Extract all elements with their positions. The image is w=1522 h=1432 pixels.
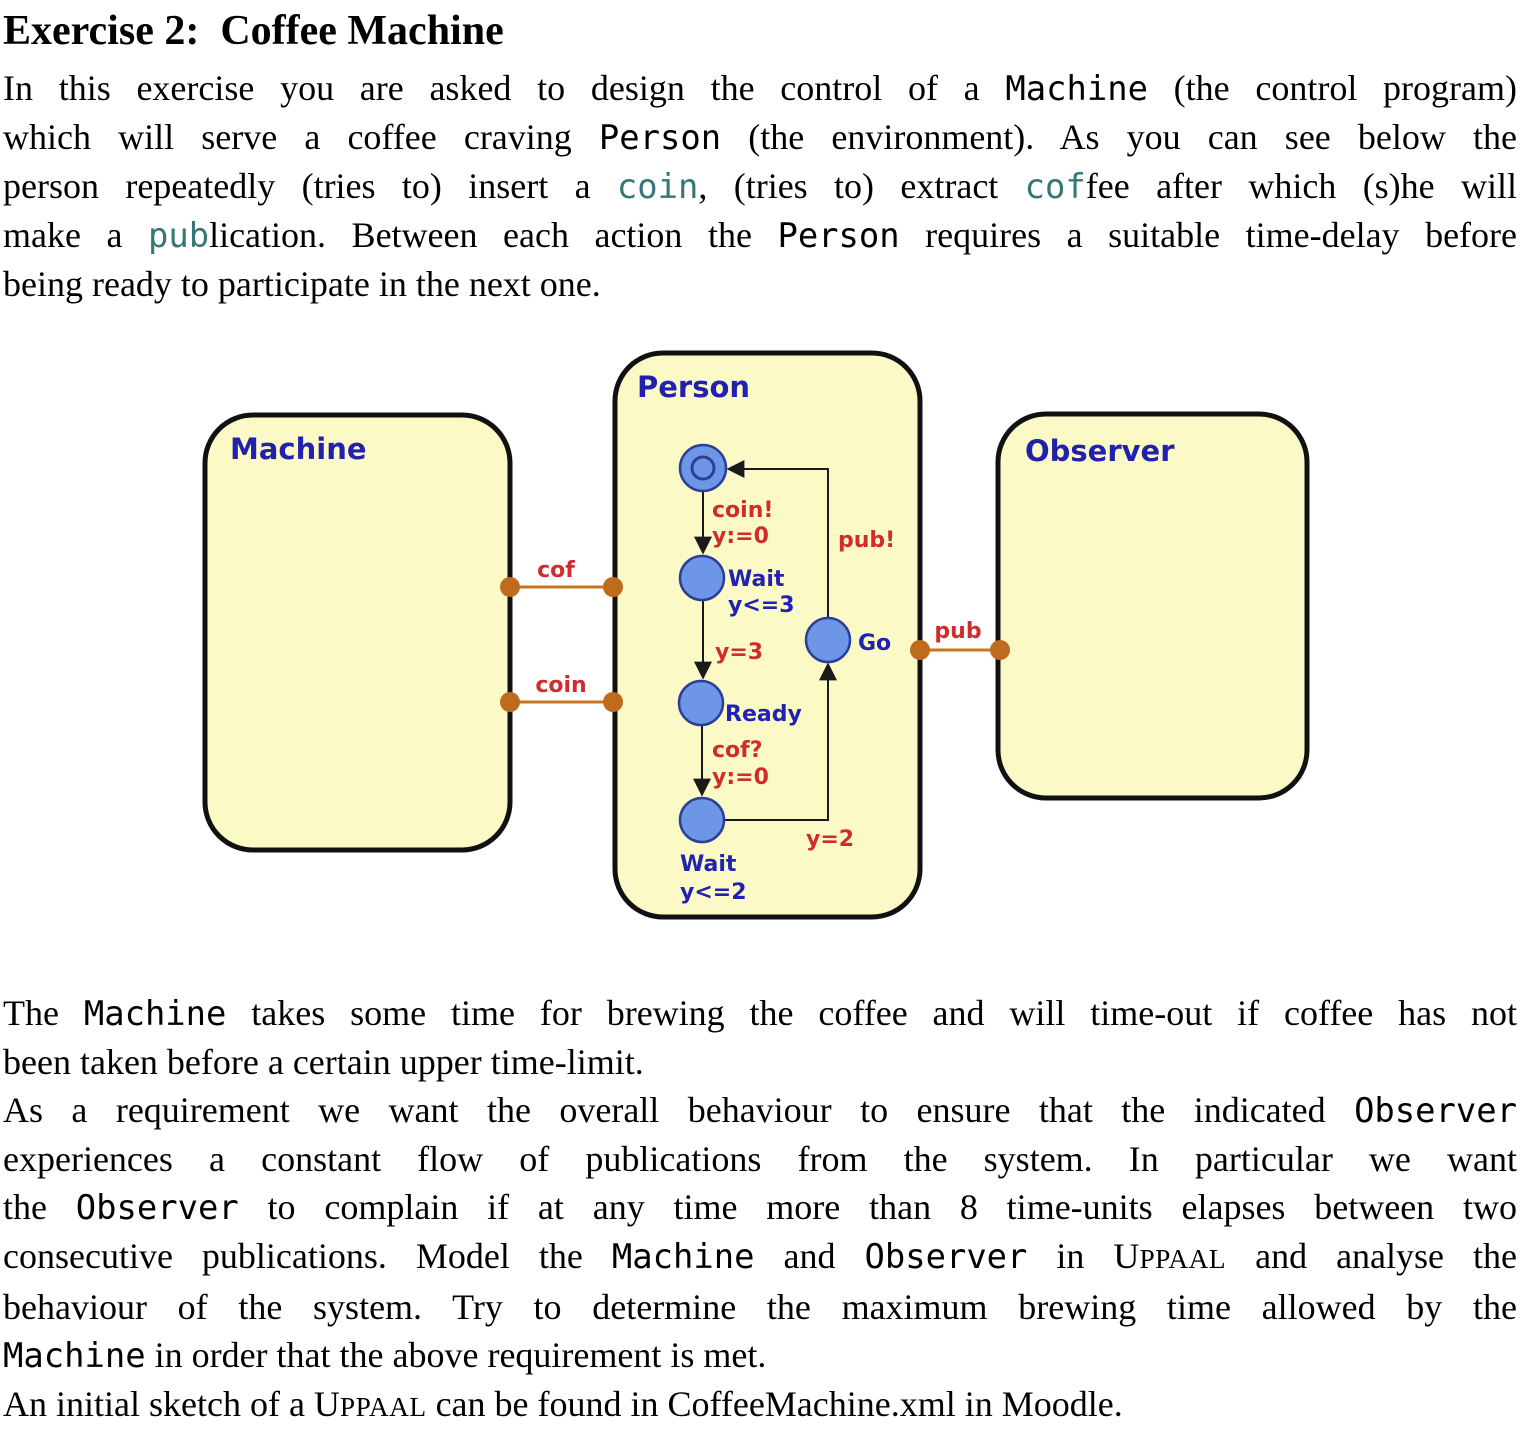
label-state-go: Go — [858, 631, 892, 656]
text-segment: , (tries to) extract — [698, 166, 1025, 206]
text-segment: consecutive publications. Model the — [3, 1236, 612, 1276]
observer-box-title: Observer — [1025, 434, 1175, 468]
person-box-title: Person — [637, 370, 751, 404]
code-inline: Machine — [3, 1336, 146, 1375]
label-sync-coin: coin! — [712, 498, 774, 523]
label-guard-y3: y=3 — [715, 640, 764, 665]
text-segment: (the environment). As you can see below the — [721, 117, 1517, 157]
text-line — [3, 1183, 1517, 1232]
label-state-ready: Ready — [725, 702, 802, 727]
label-invariant-y2: y<=2 — [680, 880, 747, 905]
machine-box — [205, 415, 510, 850]
code-inline: Person — [598, 118, 722, 157]
code-inline: Observer — [864, 1237, 1028, 1276]
state-wait-bottom — [680, 798, 724, 842]
code-inline: Person — [777, 216, 900, 255]
channel-cof-label: cof — [537, 558, 575, 583]
text-segment: As a requirement we want the overall behaviour to ensure that the indicated — [3, 1090, 1355, 1130]
label-state-wait-top: Wait — [728, 567, 785, 592]
machine-box-title: Machine — [230, 432, 367, 466]
text-line — [3, 1086, 1517, 1135]
smallcaps-text: PPAAL — [1139, 1244, 1227, 1274]
text-segment: The — [3, 993, 84, 1033]
text-segment: and analyse the — [1226, 1236, 1518, 1276]
code-inline: Machine — [1005, 69, 1148, 108]
code-inline-teal: pub — [147, 216, 210, 255]
label-reset-y-bottom: y:=0 — [712, 765, 769, 790]
text-line — [3, 1331, 1517, 1380]
text-segment: make a — [3, 215, 148, 255]
moodle-paragraph — [3, 1380, 1517, 1431]
exercise-title: Exercise 2: Coffee Machine — [3, 8, 504, 54]
machine-paragraph — [3, 989, 1517, 1086]
text-segment: person repeatedly (tries to) insert a — [3, 166, 617, 206]
text-segment: in U — [1027, 1236, 1140, 1276]
code-inline: Observer — [75, 1188, 239, 1227]
channel-coin-dot-right — [603, 692, 623, 712]
channel-cof-dot-left — [500, 577, 520, 597]
text-segment: and — [754, 1236, 865, 1276]
text-segment: An initial sketch of a U — [3, 1384, 340, 1424]
code-inline-teal: cof — [1024, 167, 1086, 206]
text-segment: (the control program) — [1147, 68, 1517, 108]
state-go — [806, 618, 850, 662]
channel-coin-dot-left — [500, 692, 520, 712]
text-segment: to complain if at any time more than 8 time-units elapses between two — [238, 1187, 1517, 1227]
text-segment: requires a suitable time-delay before — [899, 215, 1517, 255]
text-segment: behaviour of the system. Try to determine the maximum brewing time allowed by the — [3, 1287, 1517, 1327]
text-line — [3, 1135, 1517, 1183]
label-guard-y2: y=2 — [806, 827, 855, 852]
code-inline: Observer — [1354, 1091, 1517, 1130]
text-segment: which will serve a coffee craving — [3, 117, 599, 157]
text-segment: In this exercise you are asked to design the control of a — [3, 68, 1006, 108]
code-inline: Machine — [83, 994, 227, 1033]
body-section — [3, 989, 1517, 1431]
text-line — [3, 1038, 1517, 1086]
text-segment: in order that the above requirement is met. — [145, 1335, 767, 1375]
channel-pub-dot-left — [910, 640, 930, 660]
smallcaps-text: PPAAL — [339, 1392, 427, 1422]
channel-pub-label: pub — [934, 619, 982, 644]
text-line — [3, 1232, 1517, 1283]
text-segment: experiences a constant flow of publications from the system. In particular we want — [3, 1139, 1517, 1179]
text-line — [3, 1380, 1517, 1431]
label-invariant-y3: y<=3 — [728, 593, 795, 618]
text-segment: takes some time for brewing the coffee and will time-out if coffee has not — [226, 993, 1517, 1033]
label-state-wait-bottom: Wait — [680, 852, 737, 877]
code-inline: Machine — [611, 1237, 755, 1276]
text-segment: being ready to participate in the next one. — [3, 264, 601, 304]
text-segment: been taken before a certain upper time-limit. — [3, 1042, 644, 1082]
state-initial — [680, 445, 726, 491]
text-segment: can be found in CoffeeMachine.xml in Moodle. — [426, 1384, 1123, 1424]
channel-cof-dot-right — [603, 577, 623, 597]
requirement-paragraph — [3, 1086, 1517, 1380]
text-line — [3, 989, 1517, 1038]
text-segment: fee after which (s)he will — [1085, 166, 1518, 206]
channel-pub-dot-right — [990, 640, 1010, 660]
state-wait-top — [680, 556, 724, 600]
text-segment: lication. Between each action the — [209, 215, 778, 255]
observer-box — [998, 414, 1307, 798]
label-reset-y-top: y:=0 — [712, 524, 769, 549]
label-sync-cof: cof? — [712, 738, 763, 763]
text-segment: the — [3, 1187, 76, 1227]
code-inline-teal: coin — [616, 167, 699, 206]
state-ready — [679, 681, 723, 725]
text-line — [3, 1283, 1517, 1331]
channel-coin-label: coin — [535, 673, 587, 698]
label-sync-pub: pub! — [838, 528, 896, 553]
